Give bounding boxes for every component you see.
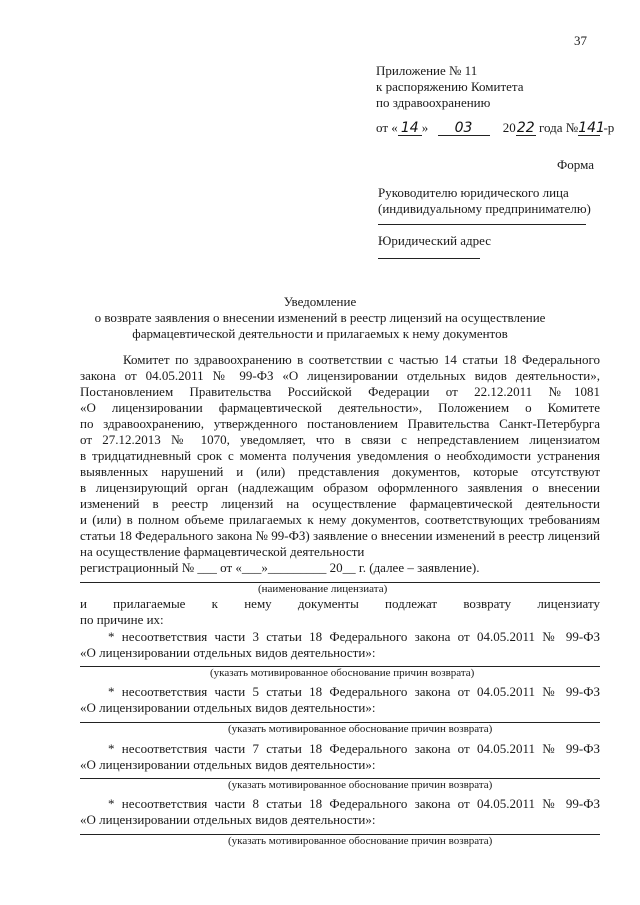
body-line-6: от 27.12.2013 № 1070, уведомляет, что в связи с непредставлением лицензиатом (80, 432, 600, 447)
body-line-10: изменений в реестр лицензий на осуществление фармацевтической деятельности (80, 496, 600, 511)
date-prefix: от « (376, 120, 398, 135)
date-day: 14 (398, 121, 422, 136)
address-blank (378, 258, 480, 259)
reason-4-line-1: * несоответствия части 8 статьи 18 Федерального закона от 04.05.2011 № 99-ФЗ (108, 796, 600, 811)
form-label: Форма (557, 157, 594, 172)
addressee-name-blank (378, 224, 586, 225)
reason-3-caption: (указать мотивированное обоснование причин возврата) (228, 779, 493, 791)
returned-line: и прилагаемые к нему документы подлежат возврату лицензиату (80, 596, 600, 611)
reason-4-caption: (указать мотивированное обоснование причин возврата) (228, 835, 493, 847)
reason-1-line-2: «О лицензировании отдельных видов деятельности»: (80, 645, 376, 660)
reason-1-caption: (указать мотивированное обоснование причин возврата) (210, 667, 475, 679)
page-number: 37 (574, 33, 587, 48)
body-line-13: на осуществление фармацевтической деятельности (80, 544, 365, 559)
number-suffix: -р (603, 120, 615, 135)
registration-line: регистрационный № ___ от «___»_________ 20__ г. (далее – заявление). (80, 560, 480, 575)
reason-3-line-2: «О лицензировании отдельных видов деятельности»: (80, 757, 376, 772)
year-prefix: 20 (502, 120, 516, 135)
body-line-5: по здравоохранению, утвержденного постановлением Правительства Санкт-Петербурга (80, 416, 600, 431)
order-number: 141 (578, 120, 605, 136)
appendix-date-line (376, 121, 614, 136)
title-line-3: фармацевтической деятельности и прилагаемых к нему документов (132, 326, 508, 341)
body-line-3: Постановлением Правительства Российской Федерации от 22.12.2011 №1081 (80, 384, 600, 399)
reason-2-line-2: «О лицензировании отдельных видов деятельности»: (80, 700, 376, 715)
appendix-line-1: Приложение № 11 (376, 63, 478, 78)
reason-1-line-1: * несоответствия части 3 статьи 18 Федерального закона от 04.05.2011 № 99-ФЗ (108, 629, 600, 644)
body-line-4: «О лицензировании фармацевтической деятельности», Положением о Комитете (80, 400, 600, 415)
title-line-1: Уведомление (283, 294, 357, 309)
reason-4-line-2: «О лицензировании отдельных видов деятельности»: (80, 812, 376, 827)
date-mid: » (421, 120, 429, 135)
body-line-12: статьи 18 Федерального закона № 99-ФЗ) заявление о внесении изменений в реестр лицензий (80, 528, 600, 543)
year-suffix: года № (539, 120, 579, 135)
body-line-2: закона от 04.05.2011 № 99-ФЗ «О лицензировании отдельных видов деятельности», (80, 368, 600, 383)
addressee-line-2: (индивидуальному предпринимателю) (378, 201, 591, 216)
licensee-caption: (наименование лицензиата) (258, 583, 388, 595)
reasons-intro: по причине их: (80, 612, 164, 627)
body-line-1: Комитет по здравоохранению в соответствии с частью 14 статьи 18 Федерального (123, 352, 600, 367)
date-month: 03 (438, 121, 490, 136)
body-line-8: выявленных нарушений и (или) представления документов, которые отсутствуют (80, 464, 600, 479)
body-line-9: в лицензирующий орган (надлежащим образом оформленного заявления о внесении (80, 480, 600, 495)
date-year: 22 (516, 120, 535, 136)
title-line-2: о возврате заявления о внесении изменений в реестр лицензий на осуществление (94, 310, 546, 325)
address-label: Юридический адрес (378, 233, 492, 248)
body-line-7: в тридцатидневный срок с момента получения уведомления о необходимости устранения (80, 448, 600, 463)
appendix-line-2: к распоряжению Комитета (376, 79, 524, 94)
addressee-line-1: Руководителю юридического лица (378, 185, 569, 200)
reason-2-line-1: * несоответствия части 5 статьи 18 Федерального закона от 04.05.2011 № 99-ФЗ (108, 684, 600, 699)
reason-2-caption: (указать мотивированное обоснование причин возврата) (228, 723, 493, 735)
reason-3-line-1: * несоответствия части 7 статьи 18 Федерального закона от 04.05.2011 № 99-ФЗ (108, 741, 600, 756)
appendix-line-3: по здравоохранению (376, 95, 491, 110)
body-line-11: и (или) в полном объеме прилагаемых к нему документов, соответствующих требованиям (80, 512, 600, 527)
